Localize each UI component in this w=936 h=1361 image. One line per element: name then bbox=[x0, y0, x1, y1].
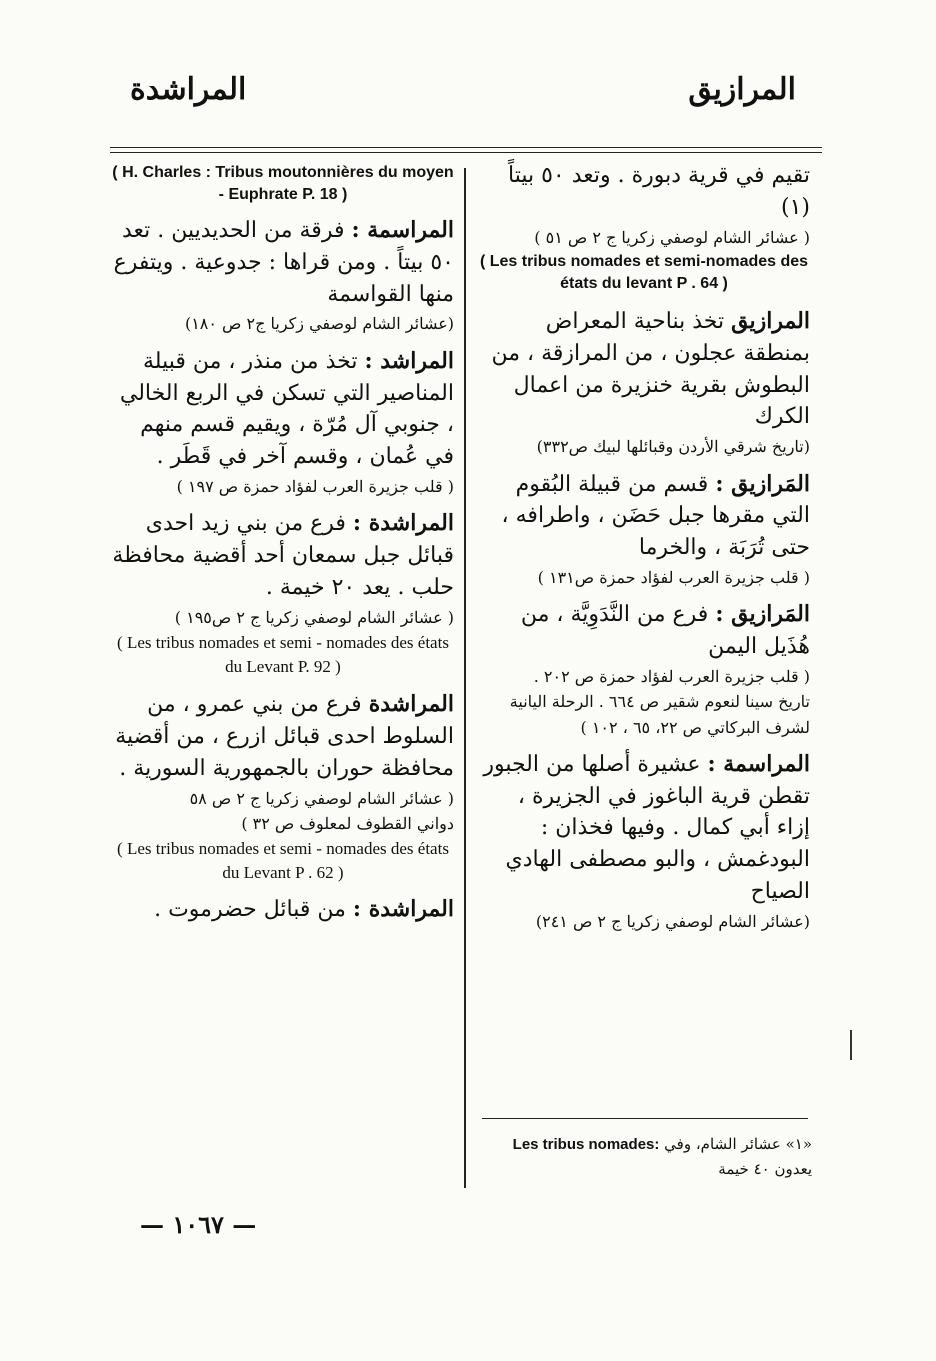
entry-text: تخذ بناحية المعراض بمنطقة عجلون ، من المرازقة ، من البطوش بقرية خنزيرة من اعمال الكرك bbox=[491, 308, 810, 430]
entry-marazeeq-1 bbox=[478, 306, 810, 459]
entry-text: عشيرة أصلها من الجبور تقطن قرية الباغوز في الجزيرة ، إزاء أبي كمال . وفيها فخذان : البودغمش ، والبو مصطفى الهادي الصياح bbox=[483, 751, 810, 905]
entry-text: فرع من بني عمرو ، من السلوط احدى قبائل ازرع ، من أقضية محافظة حوران بالجمهورية السورية . bbox=[115, 691, 454, 781]
entry-text: تخذ من منذر ، من قبيلة المناصير التي تسكن في الربع الخالي ، جنوبي آل مُرّة ، ويقيم قسم منهم في عُمان ، وقسم آخر في قَطَر . bbox=[119, 348, 454, 470]
source-citation: (عشائر الشام لوصفي زكريا ج٢ ص ١٨٠) bbox=[184, 314, 454, 334]
footnote bbox=[490, 1132, 812, 1181]
entry-lead: المراشد : bbox=[364, 347, 454, 374]
entry-lead: المراسمة : bbox=[351, 216, 454, 243]
latin-citation-top: ( H. Charles : Tribus moutonnières du moyen - Euphrate P. 18 ) bbox=[112, 164, 454, 204]
entry-marashida-2 bbox=[112, 689, 454, 885]
entry-text: من قبائل حضرموت . bbox=[154, 897, 346, 923]
entry-text: قسم من قبيلة البُقوم التي مقرها جبل حَضَن ، واطرافه ، حتى تُرَبَة ، والخرما bbox=[501, 471, 810, 561]
header-left-title: المراشدة bbox=[130, 72, 247, 107]
source-citation: ( قلب جزيرة العرب لفؤاد حمزة ص١٣١ ) bbox=[537, 568, 810, 588]
entry-marasima-2 bbox=[478, 749, 810, 934]
page-number: — ١٠٦٧ — bbox=[140, 1210, 257, 1239]
margin-mark bbox=[850, 1030, 852, 1060]
source-citation: دواني القطوف لمعلوف ص ٣٢ ) bbox=[241, 813, 454, 833]
source-citation: (عشائر الشام لوصفي زكريا ج ٢ ص ٢٤١) bbox=[535, 912, 810, 932]
entry-lead: المراشدة bbox=[368, 690, 454, 717]
entry-marasima-1 bbox=[112, 215, 454, 336]
source-citation: (تاريخ شرقي الأردن وقبائلها لبيك ص٣٣٢) bbox=[536, 437, 810, 457]
entry-lead: المراشدة : bbox=[352, 896, 454, 923]
entry-lead: المَرازيق : bbox=[715, 601, 810, 628]
entry-marashida-1 bbox=[112, 508, 454, 678]
latin-citation: ( Les tribus nomades et semi - nomades des états du Levant P . 62 ) bbox=[117, 838, 449, 882]
left-column bbox=[112, 160, 454, 936]
column-divider bbox=[464, 168, 466, 1188]
latin-citation: ( Les tribus nomades et semi - nomades des états du Levant P. 92 ) bbox=[117, 633, 449, 677]
header-right-title: المرازيق bbox=[688, 72, 796, 107]
entry-marashida-3 bbox=[112, 894, 454, 926]
source-citation: ( عشائر الشام لوصفي زكريا ج ٢ ص ٥٨ bbox=[189, 788, 454, 808]
footnote-arabic: عشائر الشام، وفي bbox=[664, 1135, 781, 1153]
source-citation: تاريخ سينا لنعوم شقير ص ٦٦٤ . الرحلة اليانية bbox=[509, 692, 810, 712]
entry-text: فرقة من الحديديين . تعد ٥٠ بيتاً . ومن قراها : جدوعية . ويتفرع منها القواسمة bbox=[113, 217, 454, 307]
source-citation: لشرف البركاتي ص ٢٢، ٦٥ ، ١٠٢ ) bbox=[580, 717, 810, 737]
footnote-marker: «١» bbox=[785, 1135, 812, 1153]
header-rule-bottom bbox=[110, 152, 822, 153]
entry-marazeeq-3 bbox=[478, 599, 810, 738]
entry-text: فرع من النَّدَوِيَّة ، من هُذَيل اليمن bbox=[520, 602, 810, 660]
right-column bbox=[478, 160, 810, 943]
entry-lead: المرازيق bbox=[731, 307, 810, 334]
entry-lead: المراشدة : bbox=[352, 510, 454, 537]
entry-lead: المراسمة : bbox=[707, 750, 810, 777]
source-citation: ( قلب جزيرة العرب لفؤاد حمزة ص ٢٠٢ . bbox=[533, 667, 810, 687]
entry-marashid bbox=[112, 346, 454, 499]
entry-marazeeq-2 bbox=[478, 469, 810, 590]
entry-text: فرع من بني زيد احدى قبائل جبل سمعان أحد أقضية محافظة حلب . يعد ٢٠ خيمة . bbox=[112, 511, 454, 601]
latin-citation: ( Les tribus nomades et semi-nomades des états du levant P . 64 ) bbox=[479, 252, 809, 293]
source-citation: ( قلب جزيرة العرب لفؤاد حمزة ص ١٩٧ ) bbox=[176, 477, 454, 497]
entry-text: تقيم في قرية دبورة . وتعد ٥٠ بيتاً (١) bbox=[507, 163, 810, 220]
footnote-line2: يعدون ٤٠ خيمة bbox=[718, 1160, 812, 1178]
footnote-rule bbox=[482, 1118, 808, 1119]
entry-lead: المَرازيق : bbox=[715, 470, 810, 497]
header-rule-top bbox=[110, 147, 822, 148]
footnote-latin: Les tribus nomades: bbox=[512, 1136, 660, 1153]
source-citation: ( عشائر الشام لوصفي زكريا ج ٢ ص١٩٥ ) bbox=[174, 608, 454, 628]
source-citation: ( عشائر الشام لوصفي زكريا ج ٢ ص ٥١ ) bbox=[534, 227, 810, 247]
entry-continuation bbox=[478, 160, 810, 296]
